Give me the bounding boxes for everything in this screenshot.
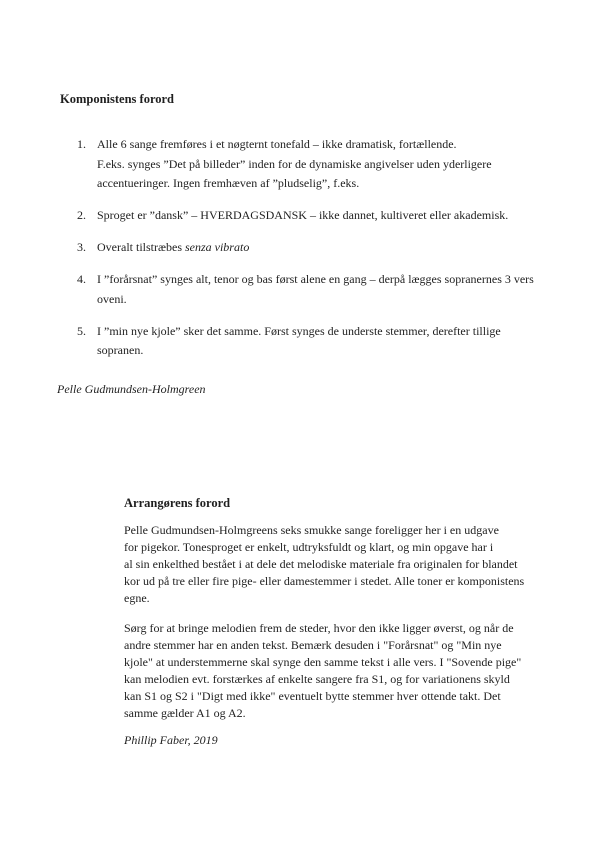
list-item-text xyxy=(97,206,508,226)
paragraph-line: Sørg for at bringe melodien frem de steder, hvor den ikke ligger øverst, og når de xyxy=(124,621,514,635)
italic-text-segment: senza vibrato xyxy=(184,240,250,254)
text-segment: Overalt tilstræbes xyxy=(97,240,185,254)
list-item-number: 3. xyxy=(77,240,86,254)
paragraph-line: al sin enkelthed bestået i at dele det melodiske materiale fra originalen for blandet xyxy=(124,557,518,571)
text-line: I ”forårsnat” synges alt, tenor og bas først alene en gang – derpå lægges sopranernes 3 vers xyxy=(97,272,534,286)
list-item-2 xyxy=(77,206,534,226)
paragraph-line: kan S1 og S2 i "Digt med ikke" eventuelt bytte stemmer hver ottende takt. Det xyxy=(124,689,501,703)
paragraph-line: kor ud på tre eller fire pige- eller damestemmer i stedet. Alle toner er komponistens xyxy=(124,574,525,588)
list-item-text xyxy=(97,270,534,309)
paragraph-line: Pelle Gudmundsen-Holmgreens seks smukke sange foreligger her i en udgave xyxy=(124,523,499,537)
paragraph-line: egne. xyxy=(124,591,150,605)
arranger-signature: Phillip Faber, 2019 xyxy=(124,733,218,747)
arranger-foreword-heading: Arrangørens forord xyxy=(124,496,231,510)
text-line: Sproget er ”dansk” – HVERDAGSDANSK – ikke dannet, kultiveret eller akademisk. xyxy=(97,208,509,222)
list-item-5 xyxy=(77,322,534,361)
arranger-paragraph-2 xyxy=(124,620,521,722)
list-item-number: 5. xyxy=(77,323,86,338)
text-line xyxy=(97,238,249,258)
text-line: I ”min nye kjole” sker det samme. Først synges de underste stemmer, derefter tillige xyxy=(97,323,501,338)
paragraph-line: andre stemmer har en anden tekst. Bemærk desuden i "Forårsnat" og "Min nye xyxy=(124,638,502,652)
list-item-text xyxy=(97,238,249,258)
composer-foreword-heading: Komponistens forord xyxy=(60,92,175,106)
paragraph-line: kan melodien evt. forstærkes af enkelte sangere fra S1, og for variationens skyld xyxy=(124,672,510,686)
paragraph-line: samme gælder A1 og A2. xyxy=(124,706,246,720)
composer-signature: Pelle Gudmundsen-Holmgreen xyxy=(57,382,206,396)
text-line: F.eks. synges ”Det på billeder” inden for de dynamiske angivelser uden yderligere xyxy=(97,156,492,171)
paragraph-line: for pigekor. Tonesproget er enkelt, udtryksfuldt og klart, og min opgave har i xyxy=(124,540,494,554)
arranger-paragraph-1 xyxy=(124,522,524,607)
text-line: sopranen. xyxy=(97,343,144,357)
composer-notes-list xyxy=(77,135,534,373)
text-line: oveni. xyxy=(97,291,127,306)
text-line: Alle 6 sange fremføres i et nøgternt tonefald – ikke dramatisk, fortællende. xyxy=(97,137,457,151)
list-item-number: 1. xyxy=(77,137,86,151)
list-item-number: 4. xyxy=(77,272,86,286)
list-item-text xyxy=(97,322,501,361)
list-item-1 xyxy=(77,135,534,194)
list-item-number: 2. xyxy=(77,208,86,222)
text-line: accentueringer. Ingen fremhæven af ”pludselig”, f.eks. xyxy=(97,176,360,190)
list-item-4 xyxy=(77,270,534,309)
paragraph-line: kjole" at understemmerne skal synge den samme tekst i alle vers. I "Sovende pige" xyxy=(124,655,522,669)
list-item-text xyxy=(97,135,492,194)
list-item-3 xyxy=(77,238,534,258)
